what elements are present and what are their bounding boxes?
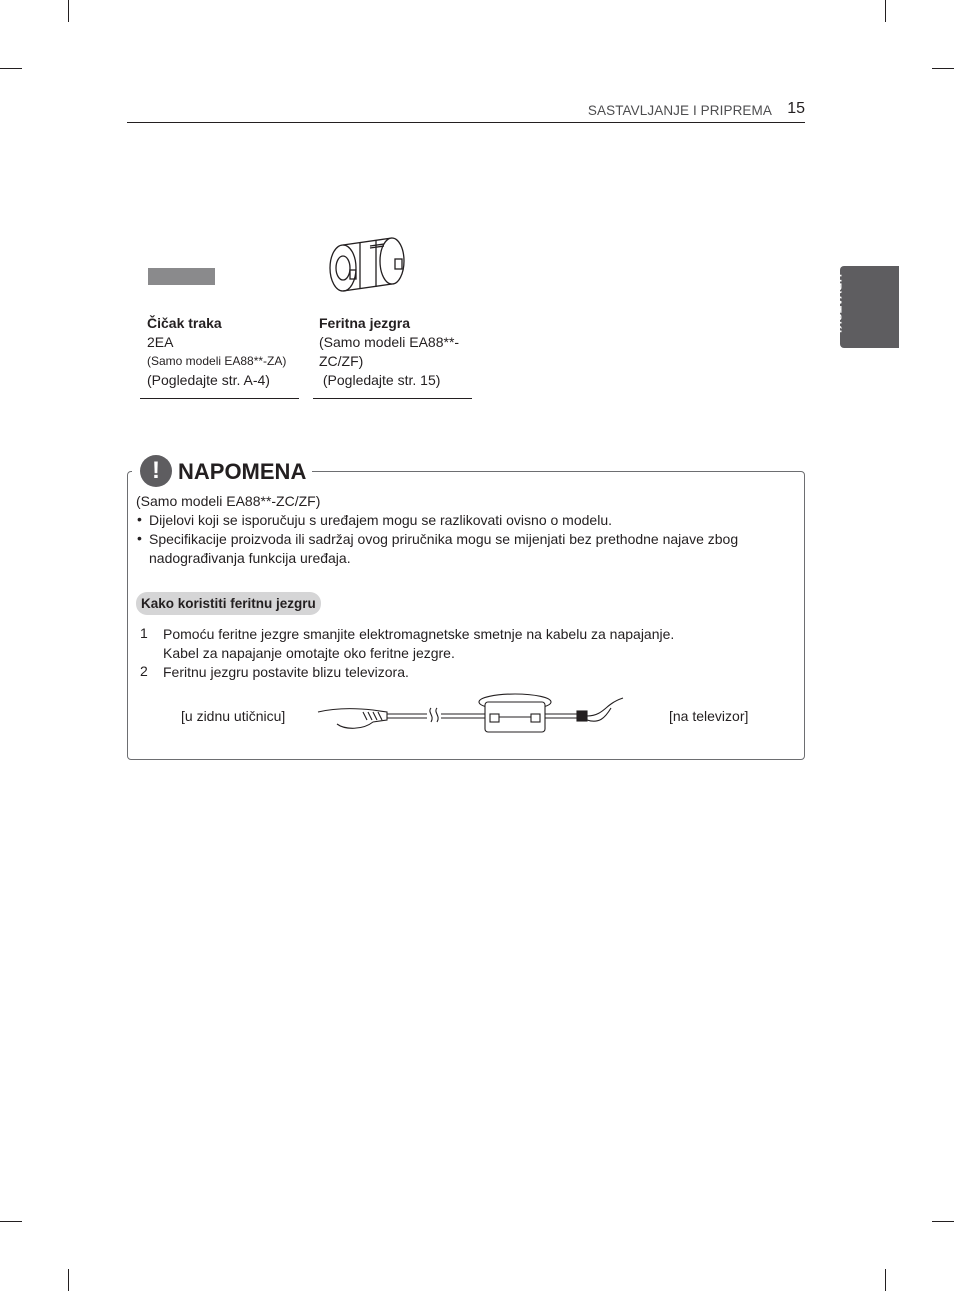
crop-mark: [932, 1221, 954, 1222]
step-text: Pomoću feritne jezgre smanjite elektromagnetske smetnje na kabelu za napajanje.: [163, 626, 675, 642]
note-models: (Samo modeli EA88**-ZC/ZF): [136, 493, 321, 509]
page-header: [127, 100, 805, 123]
step-text: Kabel za napajanje omotajte oko feritne jezgre.: [163, 645, 455, 661]
item-quantity: 2EA: [147, 334, 174, 350]
velcro-strip-image: [148, 268, 215, 285]
step-text: Feritnu jezgru postavite blizu televizora.: [163, 664, 409, 680]
crop-mark: [0, 68, 22, 69]
item-reference: (Pogledajte str. A-4): [147, 372, 270, 388]
diagram-left-label: [u zidnu utičnicu]: [181, 708, 286, 724]
note-bullet: Specifikacije proizvoda ili sadržaj ovog priručnika mogu se mijenjati bez prethodne najave zbog: [149, 531, 739, 547]
bullet-icon: •: [137, 530, 142, 546]
crop-mark: [885, 0, 886, 22]
item-ferrite-core: [319, 314, 479, 390]
item-models: (Samo modeli EA88**-: [319, 334, 460, 350]
item-title: Čičak traka: [147, 315, 222, 331]
note-title: NAPOMENA: [178, 459, 307, 484]
ferrite-cable-diagram: [315, 690, 627, 738]
step-number: 2: [140, 663, 148, 679]
crop-mark: [0, 1221, 22, 1222]
crop-mark: [932, 68, 954, 69]
item-models: ZC/ZF): [319, 353, 364, 369]
bullet-icon: •: [137, 511, 142, 527]
diagram-right-label: [na televizor]: [669, 708, 749, 724]
section-title: SASTAVLJANJE I PRIPREMA: [587, 103, 772, 118]
note-bullet: Dijelovi koji se isporučuju s uređajem mogu se razlikovati ovisno o modelu.: [149, 512, 612, 528]
item-divider: [140, 398, 299, 399]
crop-mark: [68, 1269, 69, 1291]
note-bullet-continued: nadograđivanja funkcija uređaja.: [149, 550, 351, 566]
ferrite-core-image: [326, 234, 408, 296]
item-title: Feritna jezgra: [319, 315, 411, 331]
item-models: (Samo modeli EA88**-ZA): [147, 354, 287, 368]
item-velcro: [147, 314, 307, 390]
item-divider: [313, 398, 472, 399]
item-reference: (Pogledajte str. 15): [319, 372, 441, 388]
subheading-pill: Kako koristiti feritnu jezgru: [136, 592, 321, 615]
crop-mark: [885, 1269, 886, 1291]
exclamation-icon: !: [140, 455, 172, 487]
step-number: 1: [140, 625, 148, 641]
language-tab: HRVATSKI: [840, 266, 899, 348]
page-number: 15: [787, 100, 805, 117]
crop-mark: [68, 0, 69, 22]
